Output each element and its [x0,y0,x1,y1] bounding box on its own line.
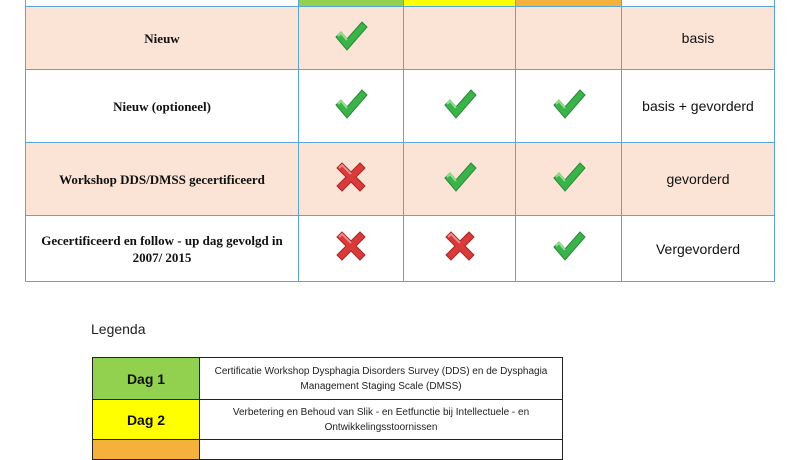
legend-row [93,440,563,460]
mark-cell [516,70,622,143]
table-row [26,216,775,282]
legend-title: Legenda [91,321,146,337]
legend-day-label: Dag 1 [93,358,200,400]
check-icon [333,19,369,58]
cross-icon [442,228,478,269]
mark-cell [404,216,516,282]
mark-cell [299,143,404,216]
row-label: Nieuw [26,7,299,70]
course-matrix-table [25,0,775,282]
mark-cell [404,7,516,70]
row-label: Workshop DDS/DMSS gecertificeerd [26,143,299,216]
table-row [26,143,775,216]
legend-day-description: Certificatie Workshop Dysphagia Disorders Survey (DDS) en de Dysphagia Management Staging Scale (DMSS) [200,358,563,400]
mark-cell [299,216,404,282]
mark-cell [299,70,404,143]
check-icon [333,87,369,126]
mark-cell [404,70,516,143]
legend-day-label: Dag 2 [93,400,200,440]
row-level: basis [622,7,775,70]
check-icon [442,87,478,126]
row-level: basis + gevorderd [622,70,775,143]
mark-cell [516,143,622,216]
check-icon [442,160,478,199]
table-row [26,70,775,143]
cross-icon [333,228,369,269]
mark-cell [516,216,622,282]
legend-day-description: Verbetering en Behoud van Slik - en Eetfunctie bij Intellectuele - en Ontwikkelingsstoornissen [200,400,563,440]
row-level: Vergevorderd [622,216,775,282]
table-row [26,7,775,70]
legend-day-label [93,440,200,460]
check-icon [551,87,587,126]
check-icon [551,160,587,199]
row-label: Nieuw (optioneel) [26,70,299,143]
mark-cell [404,143,516,216]
row-label: Gecertificeerd en follow - up dag gevolgd in 2007/ 2015 [26,216,299,282]
legend-day-description [200,440,563,460]
row-level: gevorderd [622,143,775,216]
legend-row [93,400,563,440]
mark-cell [299,7,404,70]
legend-row [93,358,563,400]
cross-icon [333,159,369,200]
mark-cell [516,7,622,70]
check-icon [551,229,587,268]
